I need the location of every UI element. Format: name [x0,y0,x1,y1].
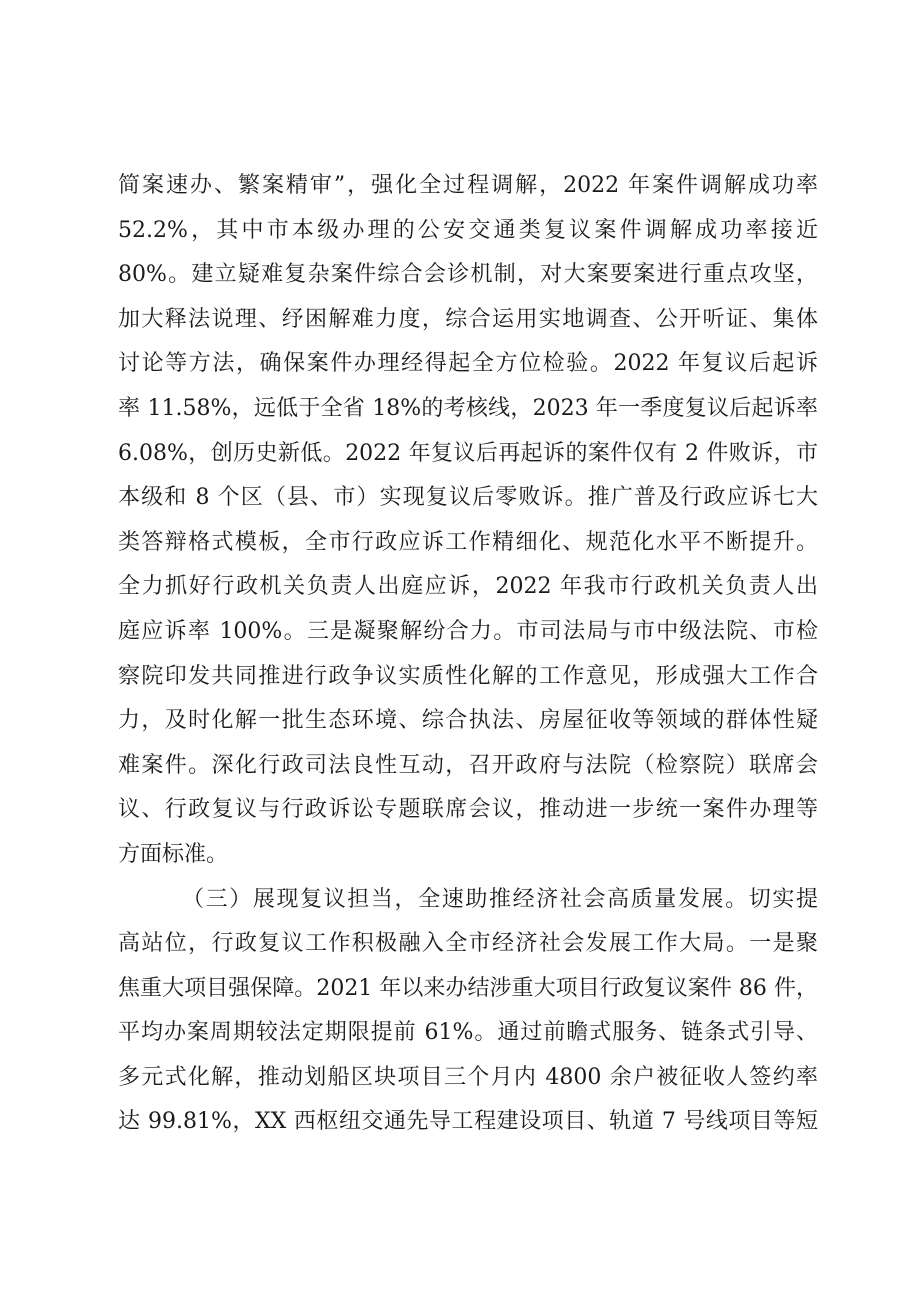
text-line: 52.2%，其中市本级办理的公安交通类复议案件调解成功率接近 [118,217,818,243]
text-line: 80%。建立疑难复杂案件综合会诊机制，对大案要案进行重点攻坚， [118,262,818,288]
text-line: 加大释法说理、纾困解难力度，综合运用实地调查、公开听证、集体 [118,306,818,332]
text-line: 焦重大项目强保障。2021 年以来办结涉重大项目行政复议案件 86 件， [118,975,818,1001]
text-line: 难案件。深化行政司法良性互动，召开政府与法院（检察院）联席会 [118,752,818,778]
text-line: 察院印发共同推进行政争议实质性化解的工作意见，形成强大工作合 [118,663,818,689]
text-line: 多元式化解，推动划船区块项目三个月内 4800 余户被征收人签约率 [118,1064,818,1090]
text-line: 力，及时化解一批生态环境、综合执法、房屋征收等领域的群体性疑 [118,708,818,734]
text-line: 高站位，行政复议工作积极融入全市经济社会发展工作大局。一是聚 [118,931,818,957]
text-line: 6.08%，创历史新低。2022 年复议后再起诉的案件仅有 2 件败诉，市 [118,440,818,466]
text-line: 本级和 8 个区（县、市）实现复议后零败诉。推广普及行政应诉七大 [118,485,818,511]
section-heading-line: （三）展现复议担当，全速助推经济社会高质量发展。切实提 [182,886,818,912]
text-line: 率 11.58%，远低于全省 18%的考核线，2023 年一季度复议后起诉率 [118,395,818,421]
paragraph-end-line: 方面标准。 [118,841,229,867]
text-line: 议、行政复议与行政诉讼专题联席会议，推动进一步统一案件办理等 [118,797,818,823]
text-line: 类答辩格式模板，全市行政应诉工作精细化、规范化水平不断提升。 [118,529,818,555]
text-line: 讨论等方法，确保案件办理经得起全方位检验。2022 年复议后起诉 [118,351,818,377]
text-line: 平均办案周期较法定期限提前 61%。通过前瞻式服务、链条式引导、 [118,1020,818,1046]
text-line: 达 99.81%，XX 西枢纽交通先导工程建设项目、轨道 7 号线项目等短 [118,1109,818,1135]
text-line: 庭应诉率 100%。三是凝聚解纷合力。市司法局与市中级法院、市检 [118,618,818,644]
text-line: 全力抓好行政机关负责人出庭应诉，2022 年我市行政机关负责人出 [118,574,818,600]
text-line: 简案速办、繁案精审”，强化全过程调解，2022 年案件调解成功率 [118,173,818,198]
body-text [118,164,818,1145]
